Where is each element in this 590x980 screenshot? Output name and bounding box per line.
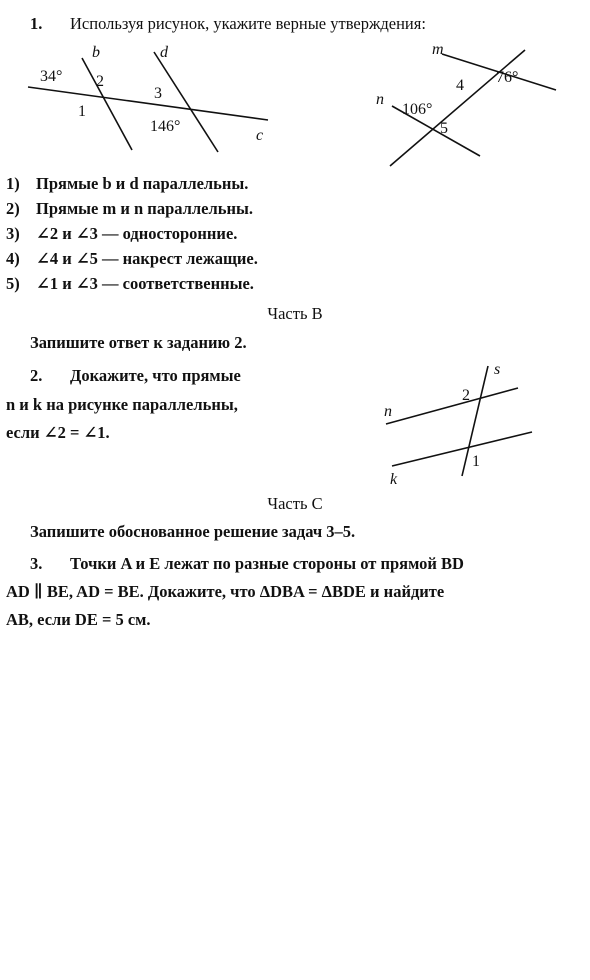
line-k — [392, 432, 532, 466]
angle-1-label: 1 — [472, 453, 480, 470]
label-b: b — [92, 44, 100, 61]
option-number: 2) — [6, 199, 20, 218]
line-d — [154, 52, 218, 152]
label-n: n — [384, 403, 392, 420]
option-number: 3) — [6, 224, 20, 243]
task1-figure-right — [360, 38, 560, 173]
option-2 — [6, 199, 253, 219]
option-1 — [6, 174, 248, 194]
angle-5-label: 5 — [440, 120, 448, 137]
angle-1-label: 1 — [78, 103, 86, 120]
label-s: s — [494, 361, 501, 378]
option-text: ∠4 и ∠5 — накрест лежащие. — [36, 249, 258, 268]
angle-146-label: 146° — [150, 118, 181, 135]
task3-line2: AD ∥ BE, AD = BE. Докажите, что ΔDBA = ΔBDE и найдите — [6, 582, 445, 601]
task2-line1: Докажите, что прямые — [70, 366, 241, 385]
option-text: ∠1 и ∠3 — соответственные. — [36, 274, 254, 293]
partB-instruction: Запишите ответ к заданию 2. — [30, 333, 247, 352]
partC-instruction: Запишите обоснованное решение задач 3–5. — [30, 522, 356, 541]
label-c: c — [256, 127, 264, 144]
label-d: d — [160, 44, 168, 61]
line-b — [82, 58, 132, 150]
angle-2-label: 2 — [462, 387, 470, 404]
partC-heading: Часть C — [267, 494, 323, 513]
option-3 — [6, 224, 237, 244]
task3-number: 3. — [30, 554, 43, 573]
task3-line3: AB, если DE = 5 см. — [6, 610, 151, 629]
task1-number: 1. — [30, 14, 43, 33]
angle-4-label: 4 — [456, 77, 464, 94]
label-k: k — [390, 471, 398, 488]
task1-question: Используя рисунок, укажите верные утверждения: — [70, 14, 426, 33]
angle-34-label: 34° — [40, 68, 63, 85]
option-text: Прямые b и d параллельны. — [36, 174, 249, 193]
option-5 — [6, 274, 254, 294]
line-n — [386, 388, 518, 424]
task2-figure — [370, 358, 550, 490]
angle-106-label: 106° — [402, 101, 433, 118]
option-number: 1) — [6, 174, 20, 193]
angle-3-label: 3 — [154, 85, 162, 102]
task2-number: 2. — [30, 366, 43, 385]
task3-line1: Точки A и E лежат по разные стороны от прямой BD — [70, 554, 464, 573]
option-number: 5) — [6, 274, 20, 293]
option-4 — [6, 249, 258, 269]
option-number: 4) — [6, 249, 20, 268]
task1-figure-left — [20, 40, 290, 165]
task2-line2: n и k на рисунке параллельны, — [6, 395, 238, 414]
angle-76-label: 76° — [496, 69, 519, 86]
angle-2-label: 2 — [96, 73, 104, 90]
line-c — [28, 87, 268, 120]
task2-line3: если ∠2 = ∠1. — [6, 423, 110, 442]
option-text: Прямые m и n параллельны. — [36, 199, 253, 218]
label-m: m — [432, 41, 444, 58]
partB-heading: Часть B — [267, 304, 323, 323]
label-n: n — [376, 91, 384, 108]
option-text: ∠2 и ∠3 — односторонние. — [36, 224, 238, 243]
